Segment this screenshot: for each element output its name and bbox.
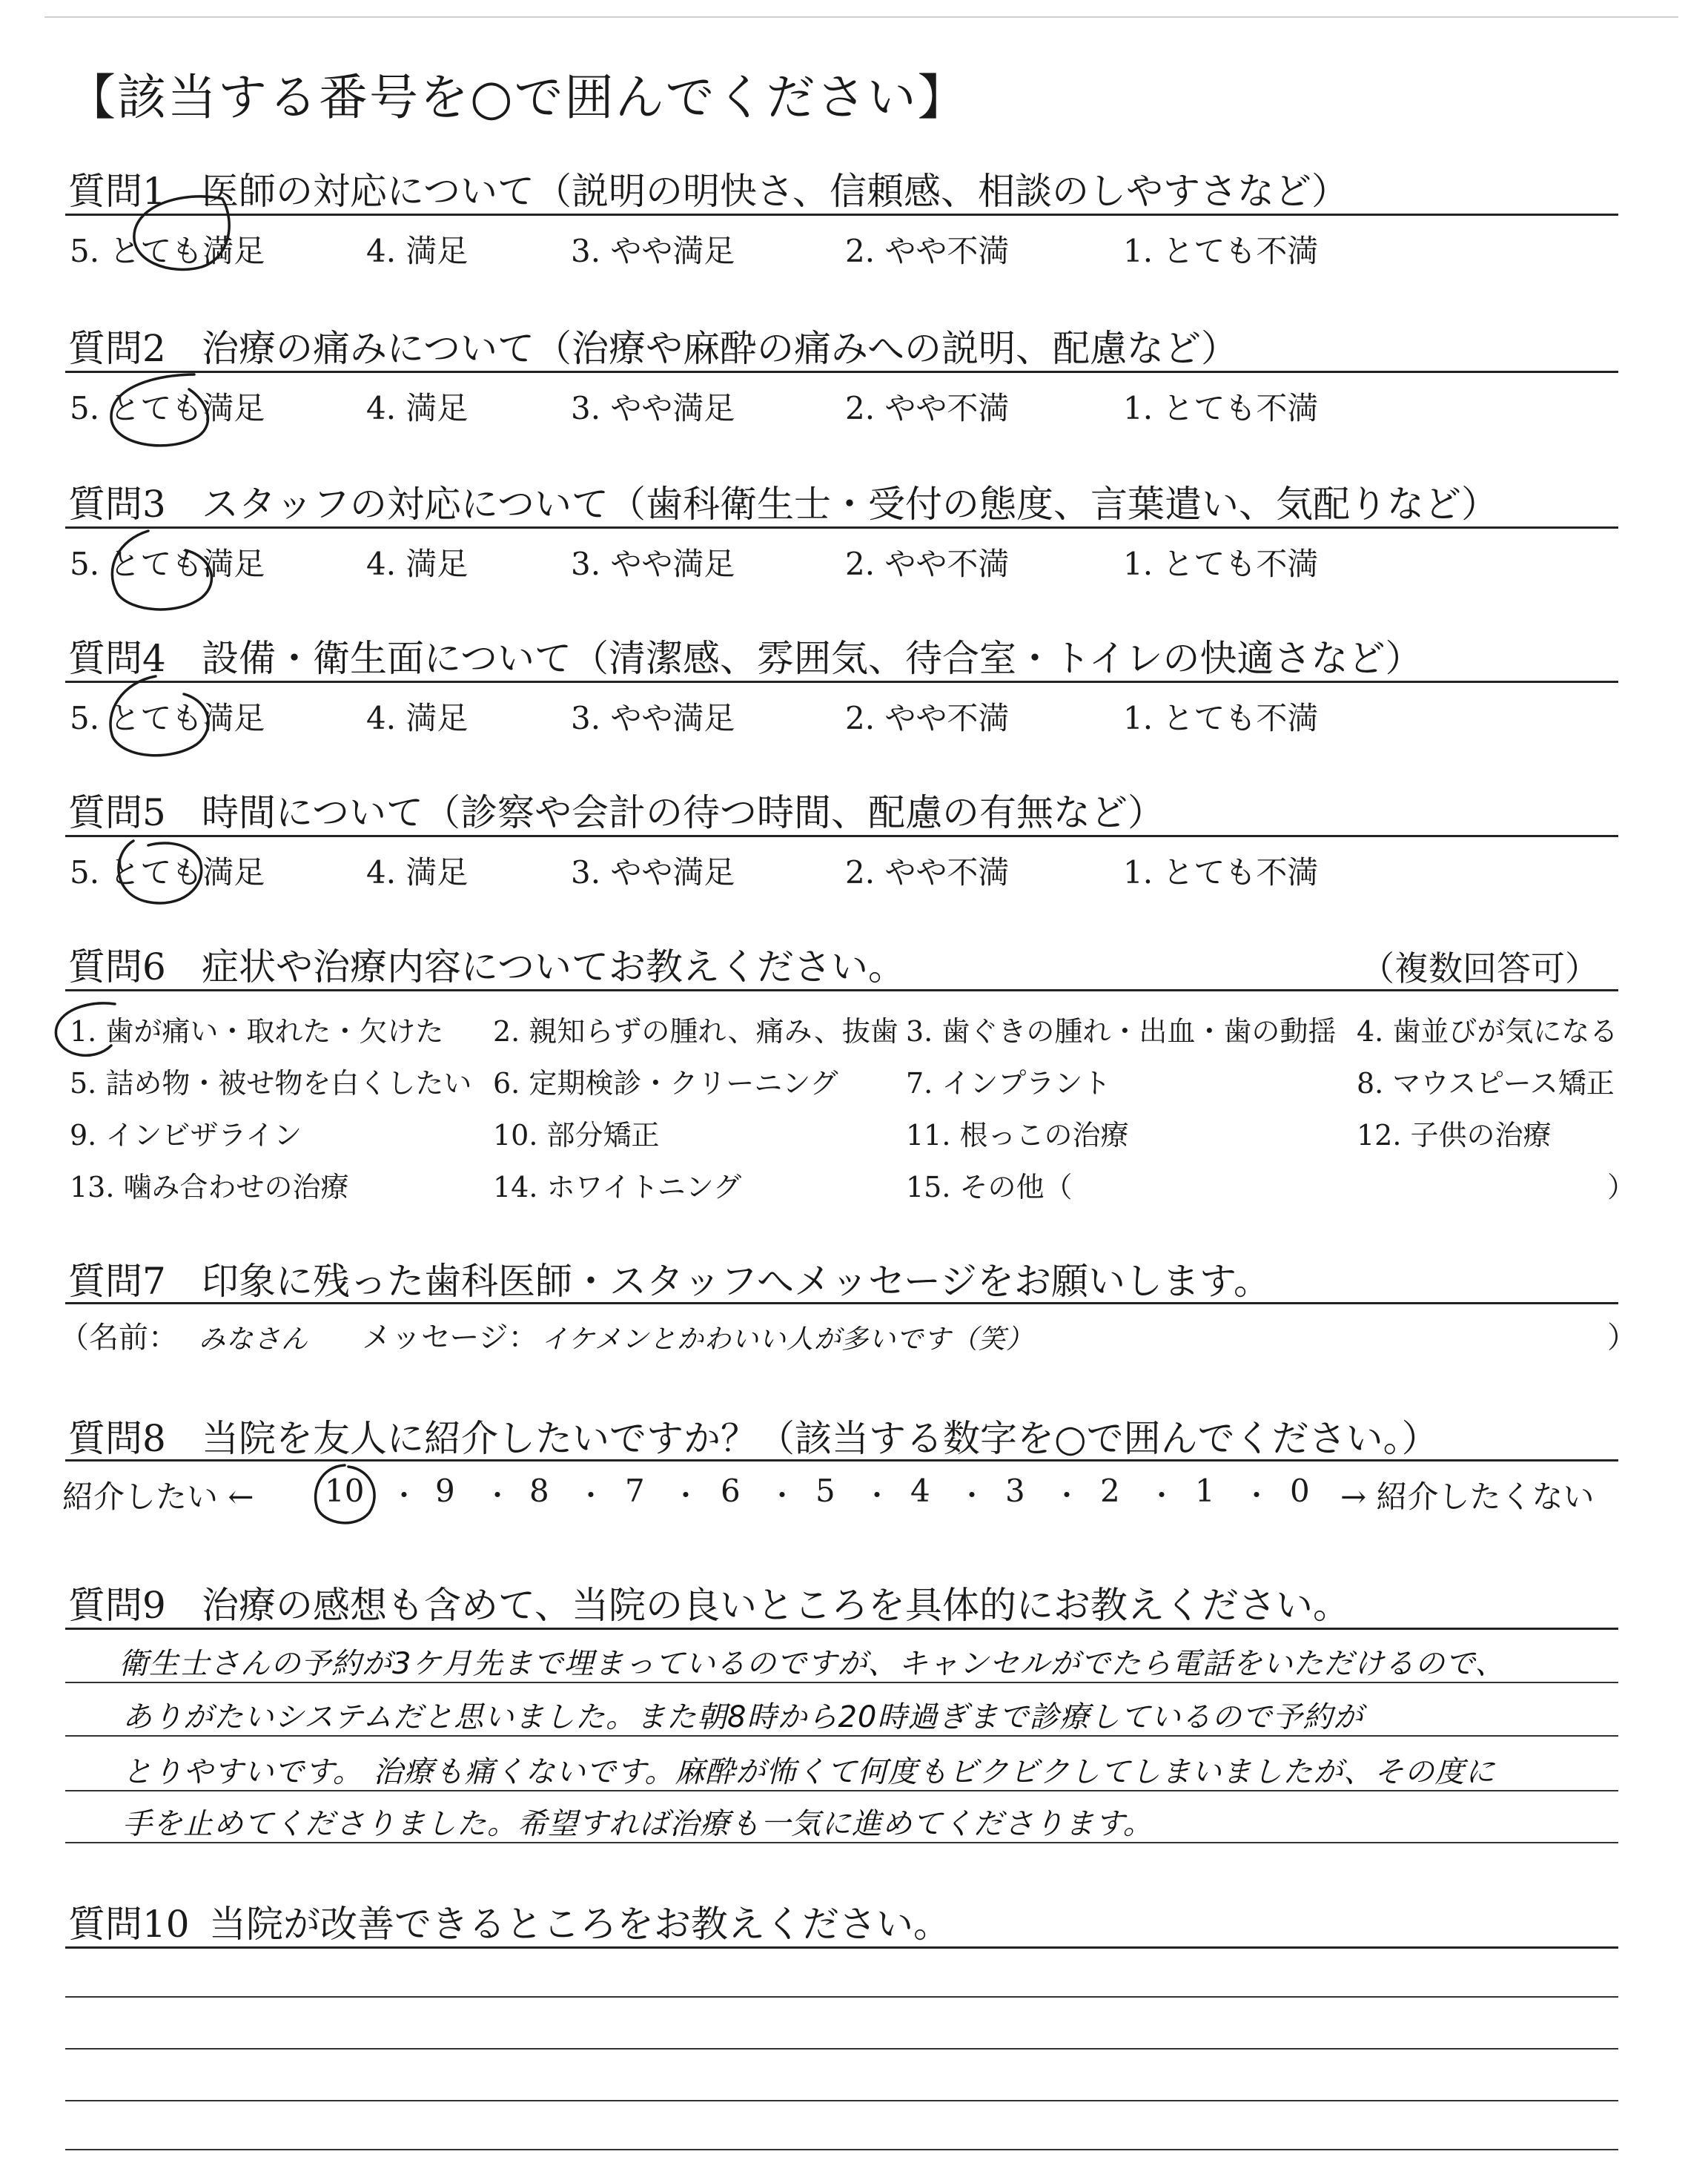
- q8-separator: ・: [577, 1479, 606, 1512]
- q6-option-13[interactable]: 13. 噛み合わせの治療: [70, 1171, 349, 1203]
- q6-option-3[interactable]: 3. 歯ぐきの腫れ・出血・歯の動揺: [906, 1015, 1337, 1048]
- q4-option-4[interactable]: 4. 満足: [366, 700, 469, 736]
- question-3-title: [68, 475, 1498, 528]
- q2-option-5[interactable]: 5. とても満足: [70, 390, 265, 426]
- q6-option-15-close: ）: [1607, 1171, 1636, 1203]
- question-4-rule: [65, 681, 1618, 683]
- q6-option-7[interactable]: 7. インプラント: [906, 1067, 1111, 1100]
- q6-option-10[interactable]: 10. 部分矯正: [493, 1119, 660, 1152]
- question-9-rule: [65, 1628, 1618, 1630]
- top-border: [44, 16, 1678, 18]
- q6-option-12[interactable]: 12. 子供の治療: [1357, 1119, 1552, 1152]
- q3-option-5[interactable]: 5. とても満足: [70, 546, 265, 582]
- question-7-title: [68, 1252, 1271, 1305]
- q8-separator: ・: [768, 1479, 797, 1512]
- question-10-number: 質問10: [68, 1903, 190, 1946]
- question-2-rule: [65, 371, 1618, 373]
- question-1-text: 医師の対応について（説明の明快さ、信頼感、相談のしやすさなど）: [202, 170, 1348, 213]
- question-1-number: 質問1: [68, 170, 166, 213]
- q6-option-4[interactable]: 4. 歯並びが気になる: [1357, 1015, 1618, 1048]
- q8-separator: ・: [1148, 1479, 1176, 1512]
- q7-name-value[interactable]: みなさん: [199, 1324, 309, 1355]
- q7-close-paren: ）: [1607, 1321, 1637, 1355]
- q8-scale-10[interactable]: 10: [325, 1473, 365, 1509]
- question-5-rule: [65, 835, 1618, 837]
- q7-message-label: メッセージ：: [362, 1321, 538, 1355]
- question-10-rule: [65, 1946, 1618, 1949]
- q9-answer-rule: [65, 1842, 1618, 1843]
- question-8-rule: [65, 1459, 1618, 1462]
- q2-option-2[interactable]: 2. やや不満: [845, 390, 1010, 426]
- q9-answer-rule: [65, 1735, 1618, 1737]
- question-7-text: 印象に残った歯科医師・スタッフへメッセージをお願いします。: [202, 1260, 1271, 1303]
- question-2-title: [68, 319, 1238, 372]
- q9-answer-line-4[interactable]: 手を止めてくださりました。希望すれば治療も一気に進めてくださります。: [122, 1807, 1153, 1841]
- q8-scale-9[interactable]: 9: [435, 1473, 455, 1509]
- q8-separator: ・: [672, 1479, 701, 1512]
- question-7-number: 質問7: [68, 1260, 166, 1303]
- q8-separator: ・: [483, 1479, 512, 1512]
- q5-option-3[interactable]: 3. やや満足: [571, 854, 735, 891]
- q8-scale-1[interactable]: 1: [1195, 1473, 1215, 1509]
- q4-option-1[interactable]: 1. とても不満: [1123, 700, 1319, 736]
- q6-option-14[interactable]: 14. ホワイトニング: [493, 1171, 742, 1203]
- q1-option-4[interactable]: 4. 満足: [366, 233, 469, 269]
- q8-separator: ・: [1053, 1479, 1082, 1512]
- q6-option-2[interactable]: 2. 親知らずの腫れ、痛み、抜歯: [493, 1015, 898, 1048]
- q3-option-2[interactable]: 2. やや不満: [845, 546, 1010, 582]
- question-6-multiple-note: （複数回答可）: [1360, 948, 1599, 988]
- q4-option-5[interactable]: 5. とても満足: [70, 700, 265, 736]
- q9-answer-rule: [65, 1790, 1618, 1791]
- question-6-rule: [65, 989, 1618, 991]
- q10-answer-rule: [65, 2100, 1618, 2101]
- page-title: 【該当する番号を○で囲んでください】: [67, 69, 968, 126]
- q8-scale-6[interactable]: 6: [721, 1473, 741, 1509]
- question-5-title: [68, 783, 1165, 836]
- q3-option-1[interactable]: 1. とても不満: [1123, 546, 1319, 582]
- question-4-title: [68, 629, 1423, 682]
- question-10-title: [68, 1895, 950, 1948]
- q2-option-1[interactable]: 1. とても不満: [1123, 390, 1319, 426]
- question-4-number: 質問4: [68, 637, 166, 680]
- question-6-title: [68, 937, 905, 991]
- question-7-rule: [65, 1302, 1618, 1304]
- question-1-title: [68, 162, 1348, 215]
- q5-option-4[interactable]: 4. 満足: [366, 854, 469, 891]
- q8-scale-3[interactable]: 3: [1005, 1473, 1025, 1509]
- q8-right-label: → 紹介したくない: [1340, 1479, 1595, 1515]
- question-6-number: 質問6: [68, 945, 166, 988]
- q6-option-8[interactable]: 8. マウスピース矯正: [1357, 1067, 1615, 1100]
- q8-left-label: 紹介したい ←: [62, 1479, 254, 1515]
- question-3-text: スタッフの対応について（歯科衛生士・受付の態度、言葉遣い、気配りなど）: [202, 483, 1498, 526]
- q6-option-1[interactable]: 1. 歯が痛い・取れた・欠けた: [70, 1015, 444, 1048]
- q9-answer-line-2[interactable]: ありがたいシステムだと思いました。また朝8時から20時過ぎまで診療しているので予約が: [122, 1700, 1364, 1734]
- q8-scale-8[interactable]: 8: [529, 1473, 549, 1509]
- q8-separator: ・: [1242, 1479, 1271, 1512]
- question-9-number: 質問9: [68, 1584, 166, 1627]
- q1-option-1[interactable]: 1. とても不満: [1123, 233, 1319, 269]
- q8-scale-7[interactable]: 7: [625, 1473, 645, 1509]
- question-3-number: 質問3: [68, 483, 166, 526]
- q3-option-3[interactable]: 3. やや満足: [571, 546, 735, 582]
- q3-option-4[interactable]: 4. 満足: [366, 546, 469, 582]
- q1-option-2[interactable]: 2. やや不満: [845, 233, 1010, 269]
- question-5-text: 時間について（診察や会計の待つ時間、配慮の有無など）: [202, 791, 1165, 834]
- q8-separator: ・: [863, 1479, 892, 1512]
- q6-option-11[interactable]: 11. 根っこの治療: [906, 1119, 1129, 1152]
- question-6-text: 症状や治療内容についてお教えください。: [202, 945, 905, 988]
- question-5-number: 質問5: [68, 791, 166, 834]
- q5-option-5[interactable]: 5. とても満足: [70, 854, 265, 891]
- q10-answer-rule: [65, 2048, 1618, 2050]
- question-2-text: 治療の痛みについて（治療や麻酔の痛みへの説明、配慮など）: [202, 327, 1238, 370]
- question-8-number: 質問8: [68, 1417, 166, 1460]
- q8-scale-5[interactable]: 5: [815, 1473, 835, 1509]
- q1-option-3[interactable]: 3. やや満足: [571, 233, 735, 269]
- question-3-rule: [65, 526, 1618, 529]
- q8-separator: ・: [390, 1479, 419, 1512]
- q9-answer-line-3[interactable]: とりやすいです。 治療も痛くないです。麻酔が怖くて何度もビクビクしてしまいましたが、その度に: [122, 1755, 1496, 1789]
- question-10-text: 当院が改善できるところをお教えください。: [209, 1903, 950, 1946]
- question-2-number: 質問2: [68, 327, 166, 370]
- q5-option-1[interactable]: 1. とても不満: [1123, 854, 1319, 891]
- q8-scale-2[interactable]: 2: [1100, 1473, 1120, 1509]
- q9-answer-line-1[interactable]: 衛生士さんの予約が3ケ月先まで埋まっているのですが、キャンセルがでたら電話をいただけるので、: [119, 1647, 1506, 1681]
- q2-option-4[interactable]: 4. 満足: [366, 390, 469, 426]
- q8-scale-0[interactable]: 0: [1290, 1473, 1310, 1509]
- q1-option-5[interactable]: 5. とても満足: [70, 233, 265, 269]
- q7-name-label: （名前：: [59, 1321, 178, 1355]
- q6-option-15[interactable]: 15. その他（: [906, 1171, 1073, 1203]
- q4-option-3[interactable]: 3. やや満足: [571, 700, 735, 736]
- q4-option-2[interactable]: 2. やや不満: [845, 700, 1010, 736]
- question-8-text: 当院を友人に紹介したいですか？（該当する数字を○で囲んでください。）: [202, 1417, 1439, 1460]
- q8-scale-4[interactable]: 4: [910, 1473, 930, 1509]
- q5-option-2[interactable]: 2. やや不満: [845, 854, 1010, 891]
- q8-separator: ・: [958, 1479, 987, 1512]
- question-1-rule: [65, 214, 1618, 216]
- question-9-text: 治療の感想も含めて、当院の良いところを具体的にお教えください。: [202, 1584, 1350, 1627]
- question-4-text: 設備・衛生面について（清潔感、雰囲気、待合室・トイレの快適さなど）: [202, 637, 1423, 680]
- q10-answer-rule: [65, 1996, 1618, 1998]
- q6-option-9[interactable]: 9. インビザライン: [70, 1119, 302, 1152]
- q9-answer-rule: [65, 1682, 1618, 1683]
- question-8-title: [68, 1409, 1439, 1462]
- q6-option-6[interactable]: 6. 定期検診・クリーニング: [493, 1067, 838, 1100]
- q7-message-value[interactable]: イケメンとかわいい人が多いです（笑）: [541, 1324, 1033, 1355]
- q6-option-5[interactable]: 5. 詰め物・被せ物を白くしたい: [70, 1067, 472, 1100]
- q10-answer-rule: [65, 2149, 1618, 2150]
- q2-option-3[interactable]: 3. やや満足: [571, 390, 735, 426]
- question-9-title: [68, 1576, 1350, 1629]
